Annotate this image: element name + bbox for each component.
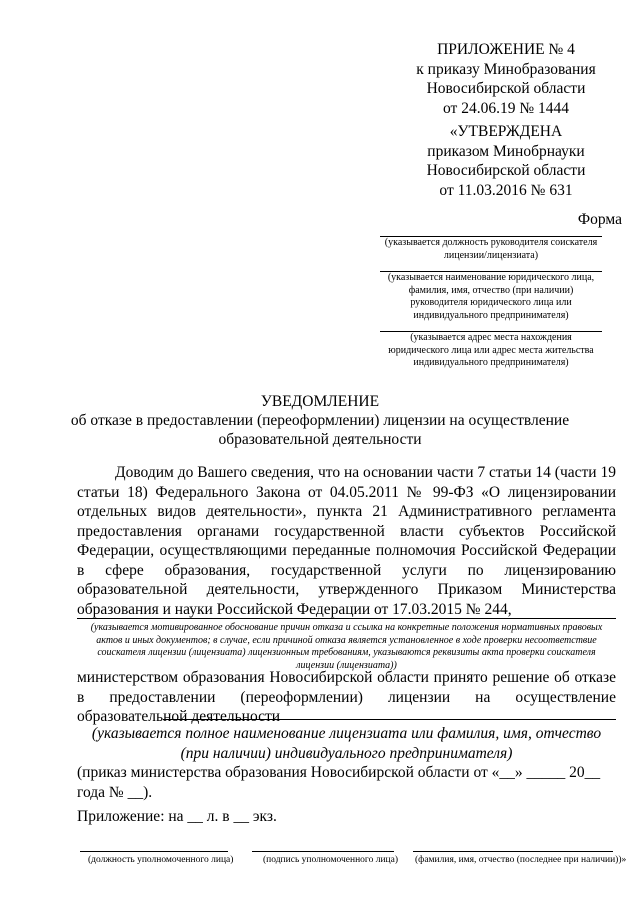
order-reference [77, 763, 616, 802]
document-title [0, 392, 640, 449]
appendix-line1: ПРИЛОЖЕНИЕ № 4 [437, 41, 575, 58]
appendix-block [380, 40, 632, 118]
position-caption: (должность уполномоченного лица) [88, 855, 234, 865]
reason-line [77, 618, 616, 619]
name-caption: (фамилия, имя, отчество (последнее при наличии))» [415, 855, 627, 865]
approved-line3: Новосибирской области [426, 162, 586, 179]
name-field-hint: (указывается наименование юридического лица, фамилия, имя, отчество (при наличии) руководителя юридического лица или индивидуального предпринимателя) [380, 271, 602, 322]
approved-line2: приказом Минобрнауки [427, 142, 585, 160]
appendix-line2: к приказу Минобразования [416, 60, 596, 78]
paragraph-decision: министерством образования Новосибирской области принято решение об отказе в предоставлении (переоформлении) лицензии на осуществление образовательной деятельности [77, 669, 616, 725]
attachment-note: Приложение: на __ л. в __ экз. [77, 808, 277, 825]
licensee-hint: (указывается полное наименование лицензиата или фамилия, имя, отчество (при наличии) индивидуального предпринимателя) [91, 725, 602, 762]
approved-line1: «УТВЕРЖДЕНА [449, 123, 563, 140]
order-reference-line1: (приказ министерства образования Новосибирской области от «__» _____ 20__ [77, 764, 601, 781]
appendix-line3: Новосибирской области [426, 80, 586, 97]
sign-caption: (подпись уполномоченного лица) [263, 855, 399, 865]
position-signature-line [80, 851, 228, 852]
approved-block [380, 122, 632, 200]
title-line2: об отказе в предоставлении (переоформлении) лицензии на осуществление [70, 412, 570, 429]
name-signature-line [413, 851, 613, 852]
title-line1: УВЕДОМЛЕНИЕ [260, 393, 380, 410]
reason-hint: (указывается мотивированное обоснование причин отказа и ссылка на конкретные положения нормативных правовых актов и иных документов; в случае, если причиной отказа является установленное в ходе проверки несоответствие соискателя лицензии (лицензиата) лицензионным требованиям, указываются реквизиты акта проверки соискателя лицензии (лицензиата)) [90, 622, 603, 671]
licensee-line [163, 719, 616, 720]
form-label: Форма [577, 211, 622, 228]
approved-line4: от 11.03.2016 № 631 [439, 181, 573, 199]
appendix-line4: от 24.06.19 № 1444 [443, 99, 569, 117]
position-field-hint: (указывается должность руководителя соискателя лицензии/лицензиата) [380, 236, 602, 262]
paragraph-legal-basis: Доводим до Вашего сведения, что на основании части 7 статьи 14 (части 19 статьи 18) Федерального Закона от 04.05.2011 № 99-ФЗ «О лицензировании отдельных видов деятельности», пункта 21 Административного регламента предоставления органами государственной власти субъектов Российской Федерации, осуществляющими переданные полномочия Российской Федерации в сфере образования, государственной услуги по лицензированию образовательной деятельности, утвержденного Приказом Министерства образования и науки Российской Федерации от 17.03.2015 № 244, [77, 464, 616, 618]
order-reference-line2: года № __). [77, 783, 153, 801]
address-field-hint: (указывается адрес места нахождения юридического лица или адрес места жительства индивидуального предпринимателя) [380, 331, 602, 370]
title-line3: образовательной деятельности [218, 431, 422, 448]
sign-signature-line [252, 851, 394, 852]
